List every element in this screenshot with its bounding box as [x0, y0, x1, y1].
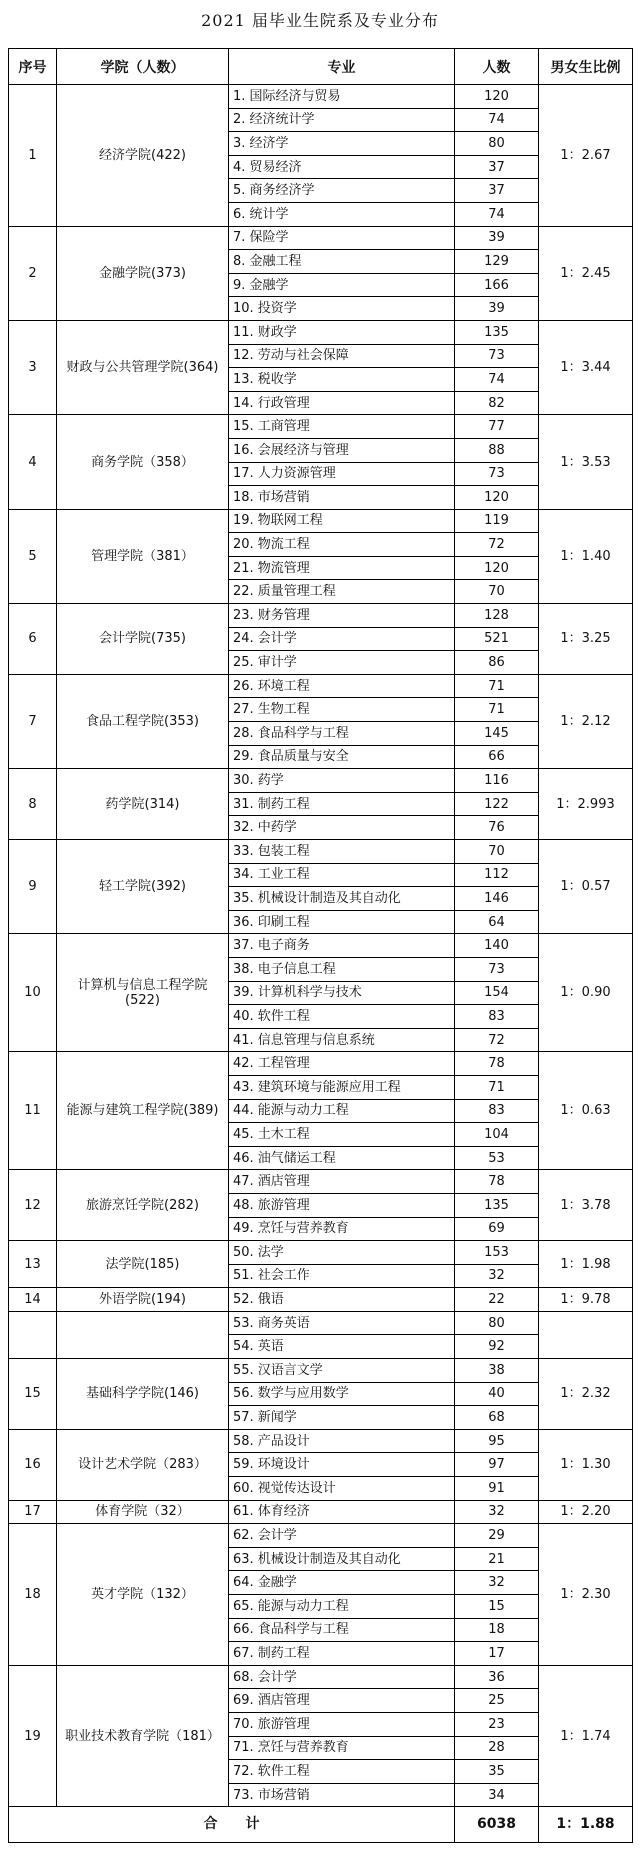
- major-name: 65. 能源与动力工程: [229, 1595, 455, 1619]
- gender-ratio: 1：0.90: [539, 934, 633, 1052]
- major-count: 70: [455, 840, 539, 864]
- row-number: 8: [9, 769, 57, 840]
- major-count: 74: [455, 368, 539, 392]
- college-name: 计算机与信息工程学院(522): [57, 934, 229, 1052]
- major-name: 53. 商务英语: [229, 1311, 455, 1335]
- college-name: 职业技术教育学院（181）: [57, 1665, 229, 1807]
- total-ratio: 1：1.88: [539, 1807, 633, 1843]
- major-count: 71: [455, 698, 539, 722]
- major-count: 17: [455, 1642, 539, 1666]
- major-name: 55. 汉语言文学: [229, 1359, 455, 1383]
- gender-ratio: 1：1.30: [539, 1429, 633, 1500]
- table-row: [9, 1429, 633, 1453]
- major-count: 120: [455, 486, 539, 510]
- college-name: 商务学院（358）: [57, 415, 229, 509]
- row-number: 3: [9, 320, 57, 414]
- major-name: 59. 环境设计: [229, 1453, 455, 1477]
- major-count: 71: [455, 674, 539, 698]
- row-number: 14: [9, 1288, 57, 1312]
- table-row: [9, 415, 633, 439]
- college-name: 英才学院（132）: [57, 1524, 229, 1666]
- major-count: 23: [455, 1712, 539, 1736]
- college-name: 管理学院（381）: [57, 509, 229, 603]
- header-college: 学院（人数）: [57, 49, 229, 85]
- major-name: 16. 会展经济与管理: [229, 438, 455, 462]
- major-name: 15. 工商管理: [229, 415, 455, 439]
- major-count: 104: [455, 1123, 539, 1147]
- header-row: [9, 49, 633, 85]
- major-name: 33. 包装工程: [229, 840, 455, 864]
- major-count: 88: [455, 438, 539, 462]
- header-no: 序号: [9, 49, 57, 85]
- table-row: [9, 85, 633, 109]
- major-count: 53: [455, 1146, 539, 1170]
- major-count: 37: [455, 155, 539, 179]
- major-name: 50. 法学: [229, 1241, 455, 1265]
- major-count: 29: [455, 1524, 539, 1548]
- table-row: [9, 1524, 633, 1548]
- row-number: [9, 1311, 57, 1358]
- major-count: 521: [455, 627, 539, 651]
- major-name: 4. 贸易经济: [229, 155, 455, 179]
- major-count: 83: [455, 1099, 539, 1123]
- major-name: 60. 视觉传达设计: [229, 1477, 455, 1501]
- gender-ratio: 1：3.44: [539, 320, 633, 414]
- college-name: 轻工学院(392): [57, 840, 229, 934]
- row-number: 9: [9, 840, 57, 934]
- major-count: 32: [455, 1571, 539, 1595]
- row-number: 2: [9, 226, 57, 320]
- table-row: [9, 1052, 633, 1076]
- major-name: 20. 物流工程: [229, 533, 455, 557]
- table-row: [9, 1359, 633, 1383]
- total-label: 合 计: [9, 1807, 455, 1843]
- major-count: 34: [455, 1783, 539, 1807]
- gender-ratio: 1：2.30: [539, 1524, 633, 1666]
- table-row: [9, 509, 633, 533]
- major-name: 23. 财务管理: [229, 604, 455, 628]
- major-name: 36. 印刷工程: [229, 910, 455, 934]
- table-row: [9, 674, 633, 698]
- major-count: 145: [455, 722, 539, 746]
- gender-ratio: 1：9.78: [539, 1288, 633, 1312]
- college-name: 金融学院(373): [57, 226, 229, 320]
- major-name: 61. 体育经济: [229, 1500, 455, 1524]
- major-count: 83: [455, 1005, 539, 1029]
- college-name: 食品工程学院(353): [57, 674, 229, 768]
- college-name: 基础科学学院(146): [57, 1359, 229, 1430]
- major-count: 68: [455, 1406, 539, 1430]
- major-name: 67. 制药工程: [229, 1642, 455, 1666]
- college-name: 经济学院(422): [57, 85, 229, 227]
- major-name: 27. 生物工程: [229, 698, 455, 722]
- page-title: 2021 届毕业生院系及专业分布: [201, 11, 439, 30]
- gender-ratio: 1：2.993: [539, 769, 633, 840]
- major-name: 57. 新闻学: [229, 1406, 455, 1430]
- major-name: 46. 油气储运工程: [229, 1146, 455, 1170]
- major-name: 2. 经济统计学: [229, 108, 455, 132]
- major-name: 6. 统计学: [229, 202, 455, 226]
- major-name: 72. 软件工程: [229, 1760, 455, 1784]
- gender-ratio: 1：2.20: [539, 1500, 633, 1524]
- major-count: 78: [455, 1052, 539, 1076]
- major-count: 21: [455, 1547, 539, 1571]
- major-name: 11. 财政学: [229, 320, 455, 344]
- major-count: 74: [455, 202, 539, 226]
- major-count: 72: [455, 533, 539, 557]
- major-name: 49. 烹饪与营养教育: [229, 1217, 455, 1241]
- major-count: 153: [455, 1241, 539, 1265]
- college-name: 体育学院（32）: [57, 1500, 229, 1524]
- major-count: 76: [455, 816, 539, 840]
- major-count: 128: [455, 604, 539, 628]
- major-name: 13. 税收学: [229, 368, 455, 392]
- gender-ratio: 1：0.63: [539, 1052, 633, 1170]
- gender-ratio: 1：2.32: [539, 1359, 633, 1430]
- major-count: 18: [455, 1618, 539, 1642]
- major-name: 3. 经济学: [229, 132, 455, 156]
- major-count: 135: [455, 1193, 539, 1217]
- major-name: 54. 英语: [229, 1335, 455, 1359]
- major-name: 26. 环境工程: [229, 674, 455, 698]
- major-name: 7. 保险学: [229, 226, 455, 250]
- major-name: 22. 质量管理工程: [229, 580, 455, 604]
- major-name: 42. 工程管理: [229, 1052, 455, 1076]
- major-name: 25. 审计学: [229, 651, 455, 675]
- major-count: 69: [455, 1217, 539, 1241]
- major-count: 22: [455, 1288, 539, 1312]
- major-name: 69. 酒店管理: [229, 1689, 455, 1713]
- major-name: 62. 会计学: [229, 1524, 455, 1548]
- major-name: 38. 电子信息工程: [229, 957, 455, 981]
- gender-ratio: 1：2.67: [539, 85, 633, 227]
- major-name: 34. 工业工程: [229, 863, 455, 887]
- major-count: 71: [455, 1075, 539, 1099]
- row-number: 18: [9, 1524, 57, 1666]
- gender-ratio: 1：3.53: [539, 415, 633, 509]
- major-count: 80: [455, 132, 539, 156]
- major-count: 32: [455, 1500, 539, 1524]
- college-name: 财政与公共管理学院(364): [57, 320, 229, 414]
- major-count: 32: [455, 1264, 539, 1288]
- header-count: 人数: [455, 49, 539, 85]
- gender-ratio: 1：0.57: [539, 840, 633, 934]
- table-row: [9, 320, 633, 344]
- major-name: 56. 数学与应用数学: [229, 1382, 455, 1406]
- college-name: 药学院(314): [57, 769, 229, 840]
- major-count: 39: [455, 226, 539, 250]
- distribution-table: [8, 48, 633, 1843]
- major-name: 19. 物联网工程: [229, 509, 455, 533]
- gender-ratio: 1：2.12: [539, 674, 633, 768]
- major-count: 78: [455, 1170, 539, 1194]
- table-row: [9, 226, 633, 250]
- table-row: [9, 604, 633, 628]
- gender-ratio: 1：1.40: [539, 509, 633, 603]
- major-count: 73: [455, 462, 539, 486]
- row-number: 12: [9, 1170, 57, 1241]
- gender-ratio: 1：2.45: [539, 226, 633, 320]
- row-number: 5: [9, 509, 57, 603]
- major-count: 122: [455, 792, 539, 816]
- major-count: 82: [455, 391, 539, 415]
- major-count: 40: [455, 1382, 539, 1406]
- major-name: 73. 市场营销: [229, 1783, 455, 1807]
- major-count: 116: [455, 769, 539, 793]
- major-name: 48. 旅游管理: [229, 1193, 455, 1217]
- gender-ratio: [539, 1311, 633, 1358]
- gender-ratio: 1：3.78: [539, 1170, 633, 1241]
- row-number: 17: [9, 1500, 57, 1524]
- major-count: 95: [455, 1429, 539, 1453]
- college-name: 设计艺术学院（283）: [57, 1429, 229, 1500]
- table-row: [9, 1311, 633, 1335]
- row-number: 1: [9, 85, 57, 227]
- major-name: 68. 会计学: [229, 1665, 455, 1689]
- college-name: 旅游烹饪学院(282): [57, 1170, 229, 1241]
- major-name: 12. 劳动与社会保障: [229, 344, 455, 368]
- major-name: 63. 机械设计制造及其自动化: [229, 1547, 455, 1571]
- major-name: 44. 能源与动力工程: [229, 1099, 455, 1123]
- major-name: 9. 金融学: [229, 273, 455, 297]
- table-row: [9, 1170, 633, 1194]
- major-name: 37. 电子商务: [229, 934, 455, 958]
- major-count: 66: [455, 745, 539, 769]
- college-name: 外语学院(194): [57, 1288, 229, 1312]
- major-count: 129: [455, 250, 539, 274]
- major-name: 43. 建筑环境与能源应用工程: [229, 1075, 455, 1099]
- row-number: 11: [9, 1052, 57, 1170]
- row-number: 15: [9, 1359, 57, 1430]
- gender-ratio: 1：1.98: [539, 1241, 633, 1288]
- major-name: 70. 旅游管理: [229, 1712, 455, 1736]
- major-count: 15: [455, 1595, 539, 1619]
- major-count: 64: [455, 910, 539, 934]
- major-count: 112: [455, 863, 539, 887]
- table-row: [9, 840, 633, 864]
- major-name: 64. 金融学: [229, 1571, 455, 1595]
- major-name: 71. 烹饪与营养教育: [229, 1736, 455, 1760]
- major-name: 24. 会计学: [229, 627, 455, 651]
- table-row: [9, 934, 633, 958]
- major-name: 39. 计算机科学与技术: [229, 981, 455, 1005]
- row-number: 19: [9, 1665, 57, 1807]
- major-count: 73: [455, 957, 539, 981]
- major-name: 21. 物流管理: [229, 556, 455, 580]
- total-count: 6038: [455, 1807, 539, 1843]
- major-count: 35: [455, 1760, 539, 1784]
- major-count: 91: [455, 1477, 539, 1501]
- college-name: 能源与建筑工程学院(389): [57, 1052, 229, 1170]
- major-count: 80: [455, 1311, 539, 1335]
- major-name: 14. 行政管理: [229, 391, 455, 415]
- major-name: 41. 信息管理与信息系统: [229, 1028, 455, 1052]
- header-major: 专业: [229, 49, 455, 85]
- major-name: 51. 社会工作: [229, 1264, 455, 1288]
- major-name: 66. 食品科学与工程: [229, 1618, 455, 1642]
- major-count: 25: [455, 1689, 539, 1713]
- major-count: 72: [455, 1028, 539, 1052]
- major-count: 120: [455, 85, 539, 109]
- major-name: 10. 投资学: [229, 297, 455, 321]
- college-name: 法学院(185): [57, 1241, 229, 1288]
- major-name: 32. 中药学: [229, 816, 455, 840]
- row-number: 13: [9, 1241, 57, 1288]
- major-count: 119: [455, 509, 539, 533]
- major-count: 146: [455, 887, 539, 911]
- major-count: 77: [455, 415, 539, 439]
- table-row: [9, 1500, 633, 1524]
- major-name: 30. 药学: [229, 769, 455, 793]
- major-name: 31. 制药工程: [229, 792, 455, 816]
- major-count: 36: [455, 1665, 539, 1689]
- row-number: 7: [9, 674, 57, 768]
- major-count: 28: [455, 1736, 539, 1760]
- major-name: 17. 人力资源管理: [229, 462, 455, 486]
- major-count: 120: [455, 556, 539, 580]
- major-name: 45. 土木工程: [229, 1123, 455, 1147]
- college-name: 会计学院(735): [57, 604, 229, 675]
- major-name: 52. 俄语: [229, 1288, 455, 1312]
- major-name: 18. 市场营销: [229, 486, 455, 510]
- major-count: 140: [455, 934, 539, 958]
- row-number: 16: [9, 1429, 57, 1500]
- major-count: 97: [455, 1453, 539, 1477]
- major-name: 29. 食品质量与安全: [229, 745, 455, 769]
- major-count: 92: [455, 1335, 539, 1359]
- table-body: [9, 85, 633, 1843]
- major-count: 86: [455, 651, 539, 675]
- major-name: 28. 食品科学与工程: [229, 722, 455, 746]
- major-name: 1. 国际经济与贸易: [229, 85, 455, 109]
- major-count: 70: [455, 580, 539, 604]
- major-count: 73: [455, 344, 539, 368]
- major-count: 38: [455, 1359, 539, 1383]
- college-name: [57, 1311, 229, 1358]
- gender-ratio: 1：3.25: [539, 604, 633, 675]
- major-count: 135: [455, 320, 539, 344]
- table-row: [9, 1241, 633, 1265]
- major-count: 74: [455, 108, 539, 132]
- major-count: 166: [455, 273, 539, 297]
- major-name: 58. 产品设计: [229, 1429, 455, 1453]
- row-number: 4: [9, 415, 57, 509]
- major-count: 154: [455, 981, 539, 1005]
- table-row: [9, 769, 633, 793]
- total-row: [9, 1807, 633, 1843]
- major-name: 5. 商务经济学: [229, 179, 455, 203]
- gender-ratio: 1：1.74: [539, 1665, 633, 1807]
- major-count: 39: [455, 297, 539, 321]
- table-row: [9, 1665, 633, 1689]
- table-row: [9, 1288, 633, 1312]
- major-name: 8. 金融工程: [229, 250, 455, 274]
- major-name: 35. 机械设计制造及其自动化: [229, 887, 455, 911]
- row-number: 6: [9, 604, 57, 675]
- major-name: 40. 软件工程: [229, 1005, 455, 1029]
- major-name: 47. 酒店管理: [229, 1170, 455, 1194]
- row-number: 10: [9, 934, 57, 1052]
- header-ratio: 男女生比例: [539, 49, 633, 85]
- major-count: 37: [455, 179, 539, 203]
